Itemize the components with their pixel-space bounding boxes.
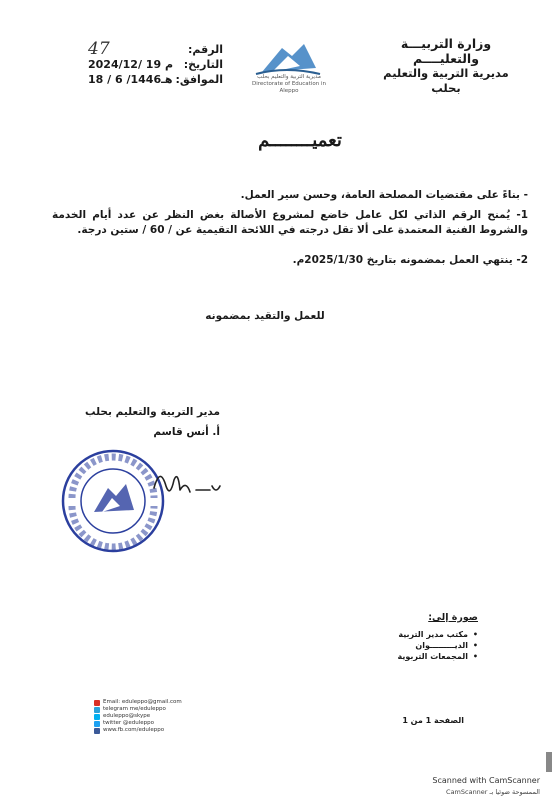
logo-caption-ar: مديرية التربية والتعليم بحلب [257, 74, 321, 80]
signature-block [60, 402, 220, 442]
facebook-icon [94, 728, 100, 734]
reference-block [88, 39, 223, 87]
telegram-icon [94, 707, 100, 713]
date-label: التاريخ: [183, 58, 223, 71]
contact-row [94, 706, 194, 713]
signatory-title: مدير التربية والتعليم بحلب [85, 406, 220, 418]
twitter-icon [94, 721, 100, 727]
closing-line: للعمل والتقيد بمضمونه [205, 310, 325, 322]
handwritten-signature [150, 460, 230, 510]
logo-caption [248, 74, 330, 95]
page-number: الصفحة 1 من 1 [402, 716, 464, 725]
date-row [88, 57, 223, 72]
copies-item: • الديـــــــــوان [358, 640, 468, 651]
point-2-paragraph: 2- ينتهي العمل بمضمونه بتاريخ 2025/1/30م. [292, 254, 528, 266]
hijri-date-value: 18 / 6 /1446هـ [88, 73, 173, 86]
hijri-date-row [88, 72, 223, 87]
ref-number-value: 47 [88, 39, 110, 59]
contact-row [94, 720, 194, 727]
ministry-name: وزارة التربيـــة والتعليــــم [400, 36, 492, 66]
copies-to-block [358, 612, 478, 662]
contact-text: Email: eduleppo@gmail.com [103, 699, 182, 705]
date-value: 2024/12/ 19 م [88, 58, 173, 71]
preamble-paragraph: - بناءً على مقتضيات المصلحة العامة، وحسن سير العمل. [240, 189, 528, 201]
contact-row [94, 699, 194, 706]
point-1-paragraph: 1- يُمنح الرقم الذاتي لكل عامل خاضع لمشروع الأصالة بغض النظر عن عدد أيام الخدمة والشروط الفنية المعتمدة على ألا تقل درجته في اللائحة التقيمية عن / 60 / ستين درجة. [52, 209, 528, 236]
contact-text: telegram me/eduleppo [103, 706, 166, 712]
skype-icon [94, 714, 100, 720]
contact-text: www.fb.com/eduleppo [103, 727, 165, 733]
hijri-date-label: الموافق: [175, 73, 223, 86]
contact-text: eduleppo@skype [103, 713, 151, 719]
signature-icon [150, 460, 230, 510]
scanner-edge-mark [546, 752, 552, 772]
contact-row [94, 727, 194, 734]
ministry-header [376, 36, 516, 96]
contact-text: twitter @eduleppo [103, 720, 155, 726]
scanner-watermark-ar: الممسوحة ضوئيا بـ CamScanner [446, 788, 540, 796]
ref-number-row [88, 39, 223, 59]
ref-number-label: الرقم: [188, 43, 223, 56]
logo-caption-en: Directorate of Education in Aleppo [252, 81, 326, 94]
copies-item: • مكتب مدير التربية [358, 629, 468, 640]
scanner-watermark: Scanned with CamScanner [432, 776, 540, 785]
contact-row [94, 713, 194, 720]
email-icon [94, 700, 100, 706]
copies-item: • المجمعات التربوية [358, 651, 468, 662]
signatory-name: أ. أنس قاسم [153, 426, 220, 438]
logo-icon [242, 38, 332, 78]
copies-list [358, 629, 478, 662]
document-title: تعميــــــــم [258, 130, 342, 151]
directorate-name: مديرية التربية والتعليم بحلب [383, 66, 509, 95]
copies-heading: صورة إلى: [428, 612, 478, 623]
contact-list [94, 699, 194, 734]
